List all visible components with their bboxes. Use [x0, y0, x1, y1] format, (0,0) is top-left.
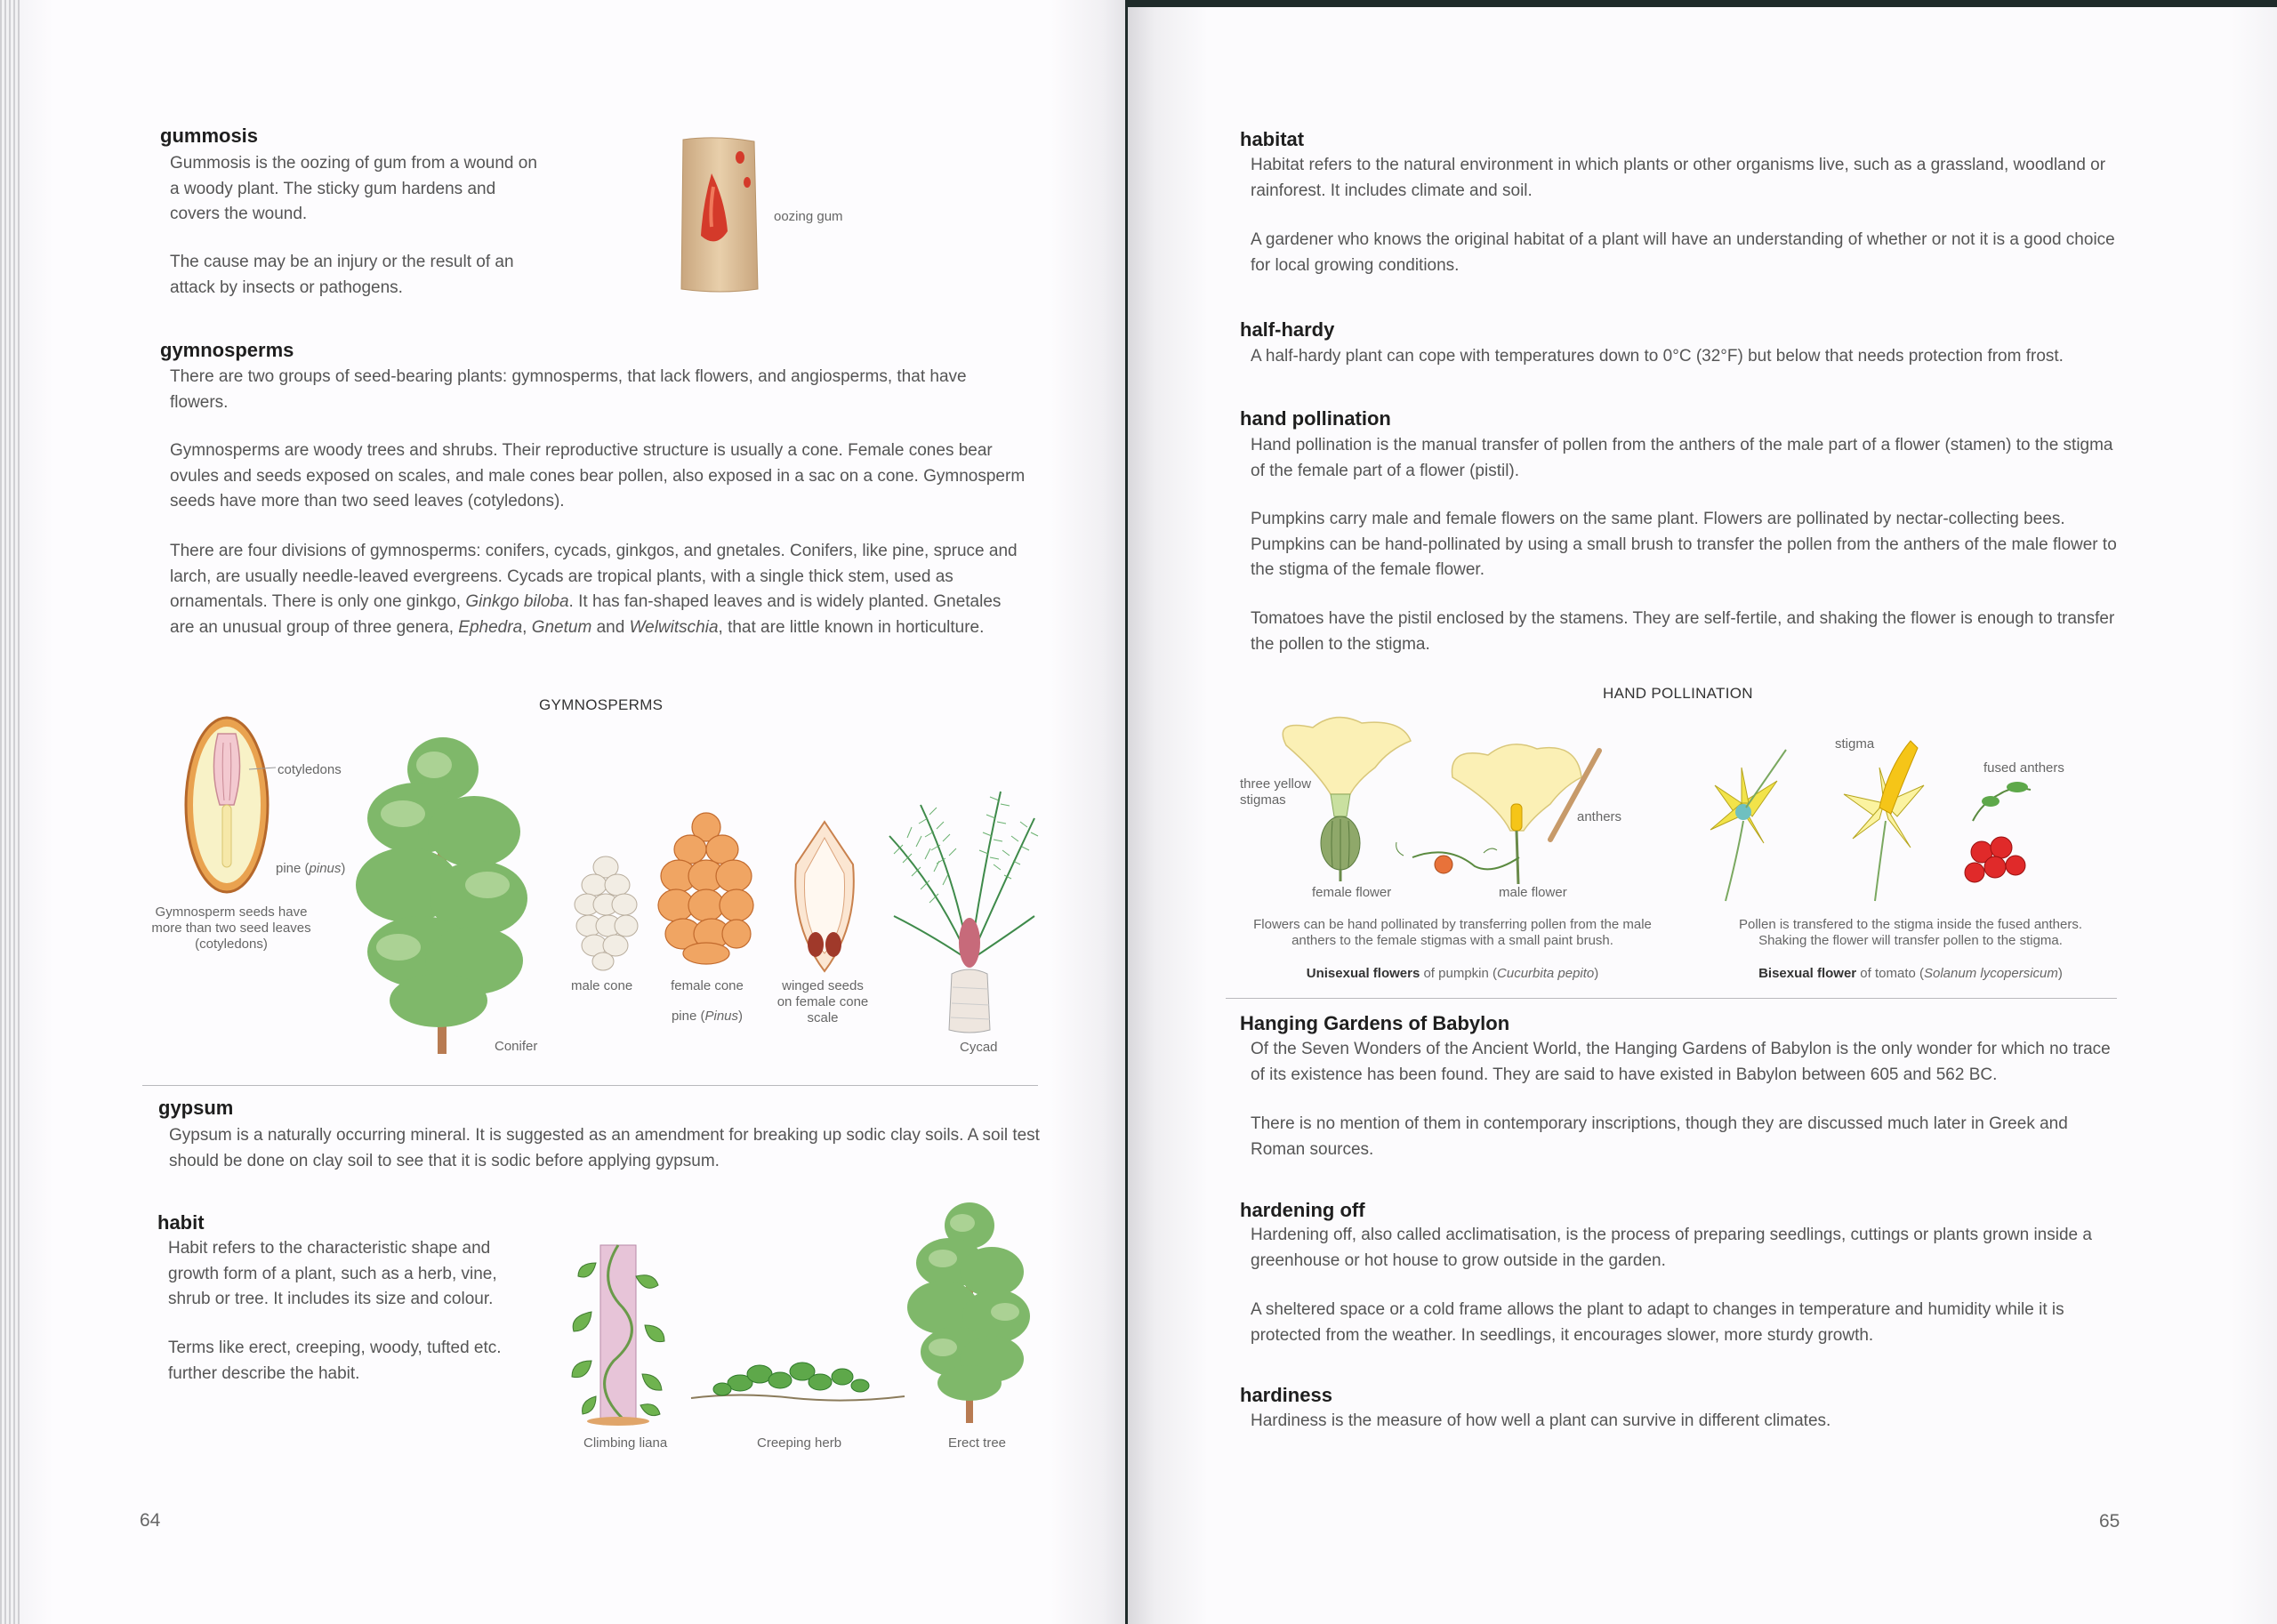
label-cotyledons: cotyledons [278, 762, 342, 777]
term-habitat: habitat [1240, 128, 1305, 150]
term-habit: habit [157, 1211, 205, 1234]
caption-gymnosperm-seeds: Gymnosperm seeds have more than two seed leaves (cotyledons) [151, 904, 311, 952]
label-pine-pinus: pine (pinus) [276, 861, 346, 876]
creeping-herb-illustration [687, 1352, 909, 1414]
label-creeping-herb: Creeping herb [757, 1435, 842, 1451]
tomato-flowers-illustration [1697, 732, 2044, 901]
term-half-hardy: half-hardy [1240, 318, 1335, 341]
page-number-right: 65 [2099, 1511, 2120, 1532]
caption-tomato: Pollen is transfered to the stigma inside the fused anthers. Shaking the flower will transfer pollen to the stigma. [1738, 917, 2083, 948]
term-hardiness: hardiness [1240, 1384, 1332, 1406]
hand-pollination-text-2: Pumpkins carry male and female flowers on the same plant. Flowers are pollinated by nectar-collecting bees. Pumpkins can be hand-pollinated by using a small brush to transfer the pollen from the anthers of the male flower to the stigma of the female flower. [1251, 510, 2117, 579]
label-fused-anthers: fused anthers [1983, 760, 2064, 776]
hardiness-text: Hardiness is the measure of how well a plant can survive in different climates. [1251, 1411, 1831, 1430]
babylon-text-1: Of the Seven Wonders of the Ancient World, the Hanging Gardens of Babylon is the only wonder for which no trace of its existence has been found. They are said to have existed in Babylon between 605 and 562 BC. [1251, 1040, 2111, 1084]
label-oozing-gum: oozing gum [774, 209, 843, 224]
label-female-flower: female flower [1312, 885, 1392, 900]
term-gummosis: gummosis [160, 125, 259, 147]
term-hardening-off: hardening off [1240, 1199, 1365, 1221]
left-page [0, 0, 1125, 1624]
term-hand-pollination: hand pollination [1240, 407, 1391, 430]
label-climbing-liana: Climbing liana [583, 1435, 668, 1451]
pine-seed-illustration [182, 716, 271, 894]
gummosis-illustration [676, 138, 765, 293]
half-hardy-text: A half-hardy plant can cope with temperatures down to 0°C (32°F) but below that needs protection from frost. [1251, 347, 2064, 366]
hardening-off-text-1: Hardening off, also called acclimatisation, is the process of preparing seedlings, cuttings or plants grown inside a greenhouse or hot house to grow outside in the garden. [1251, 1226, 2092, 1270]
label-male-flower: male flower [1499, 885, 1567, 900]
gummosis-text-2: The cause may be an injury or the result of an attack by insects or pathogens. [170, 253, 514, 297]
erect-tree-illustration [907, 1201, 1032, 1428]
gymnosperms-text-2: Gymnosperms are woody trees and shrubs. Their reproductive structure is usually a cone. Female cones bear ovules and seeds exposed on scales, and male cones bear pollen, also exposed in a sac on a cone. Gymnosperm seeds have more than two seed leaves (cotyledons). [170, 441, 1026, 511]
right-page [1128, 7, 2277, 1624]
label-conifer: Conifer [495, 1039, 538, 1054]
section-divider [142, 1085, 1038, 1086]
label-cycad: Cycad [960, 1040, 998, 1055]
hand-pollination-text-1: Hand pollination is the manual transfer of pollen from the anthers of the male part of a flower (stamen) to the stigma of the female part of a flower (pistil). [1251, 436, 2113, 480]
term-gypsum: gypsum [158, 1097, 234, 1119]
cycad-illustration [885, 783, 1036, 1036]
term-hanging-gardens: Hanging Gardens of Babylon [1240, 1012, 1510, 1034]
title-tomato: Bisexual flower of tomato (Solanum lycopersicum) [1758, 966, 2063, 981]
gummosis-text-1: Gummosis is the oozing of gum from a wound on a woody plant. The sticky gum hardens and covers the wound. [170, 154, 537, 223]
male-cone-illustration [567, 849, 644, 974]
babylon-text-2: There is no mention of them in contemporary inscriptions, though they are discussed much later in Greek and Roman sources. [1251, 1114, 2068, 1159]
cone-scale-illustration [789, 820, 860, 973]
caption-pumpkin: Flowers can be hand pollinated by transferring pollen from the male anthers to the female stigmas with a small paint brush. [1253, 917, 1652, 948]
habitat-text-1: Habitat refers to the natural environment in which plants or other organisms live, such as a grassland, woodland or rainforest. It includes climate and soil. [1251, 156, 2106, 200]
hand-pollination-text-3: Tomatoes have the pistil enclosed by the stamens. They are self-fertile, and shaking the flower is enough to transfer the pollen to the stigma. [1251, 609, 2115, 654]
label-winged-seeds: winged seeds on female cone scale [776, 978, 869, 1025]
gymnosperms-text-3: There are four divisions of gymnosperms: conifers, cycads, ginkgos, and gnetales. Conifers, like pine, spruce and larch, are usually needle-leaved evergreens. Cycads are tropical plants, with a single thick stem, used as ornamentals. There is only one ginkgo, Ginkgo biloba. It has fan-shaped leaves and is widely planted. Gnetales are an unusual group of three genera, Ephedra, Gnetum and Welwitschia, that are little known in horticulture. [170, 542, 1018, 637]
label-erect-tree: Erect tree [948, 1435, 1007, 1451]
conifer-illustration [354, 734, 532, 1058]
page-edge [0, 0, 20, 1624]
label-three-yellow-stigmas: three yellow stigmas [1240, 776, 1312, 808]
term-gymnosperms: gymnosperms [160, 339, 294, 361]
figure-heading-gymnosperms: GYMNOSPERMS [539, 696, 664, 713]
figure-heading-hand-pollination: HAND POLLINATION [1603, 685, 1753, 702]
gypsum-text: Gypsum is a naturally occurring mineral. It is suggested as an amendment for breaking up sodic clay soils. A soil test should be done on clay soil to see that it is sodic before applying gypsum. [169, 1126, 1040, 1170]
label-anthers: anthers [1577, 809, 1622, 824]
climbing-liana-illustration [560, 1245, 680, 1427]
label-female-cone: female cone [671, 978, 744, 993]
label-stigma: stigma [1835, 736, 1875, 752]
label-male-cone: male cone [571, 978, 633, 993]
gymnosperms-text-1: There are two groups of seed-bearing plants: gymnosperms, that lack flowers, and angiosperms, that have flowers. [170, 367, 967, 412]
habit-text-1: Habit refers to the characteristic shape and growth form of a plant, such as a herb, vine, shrub or tree. It includes its size and colour. [168, 1239, 497, 1308]
title-pumpkin: Unisexual flowers of pumpkin (Cucurbita pepito) [1306, 966, 1599, 981]
hardening-off-text-2: A sheltered space or a cold frame allows the plant to adapt to changes in temperature and humidity while it is protected from the weather. In seedlings, it encourages slower, more sturdy growth. [1251, 1300, 2064, 1345]
label-pine-pinus-2: pine (Pinus) [671, 1009, 744, 1024]
habitat-text-2: A gardener who knows the original habitat of a plant will have an understanding of whether or not it is a good choice for local growing conditions. [1251, 230, 2115, 275]
habit-text-2: Terms like erect, creeping, woody, tufted etc. further describe the habit. [168, 1339, 502, 1383]
section-divider-right [1226, 998, 2117, 999]
page-number-left: 64 [140, 1510, 161, 1531]
female-cone-illustration [656, 809, 756, 969]
